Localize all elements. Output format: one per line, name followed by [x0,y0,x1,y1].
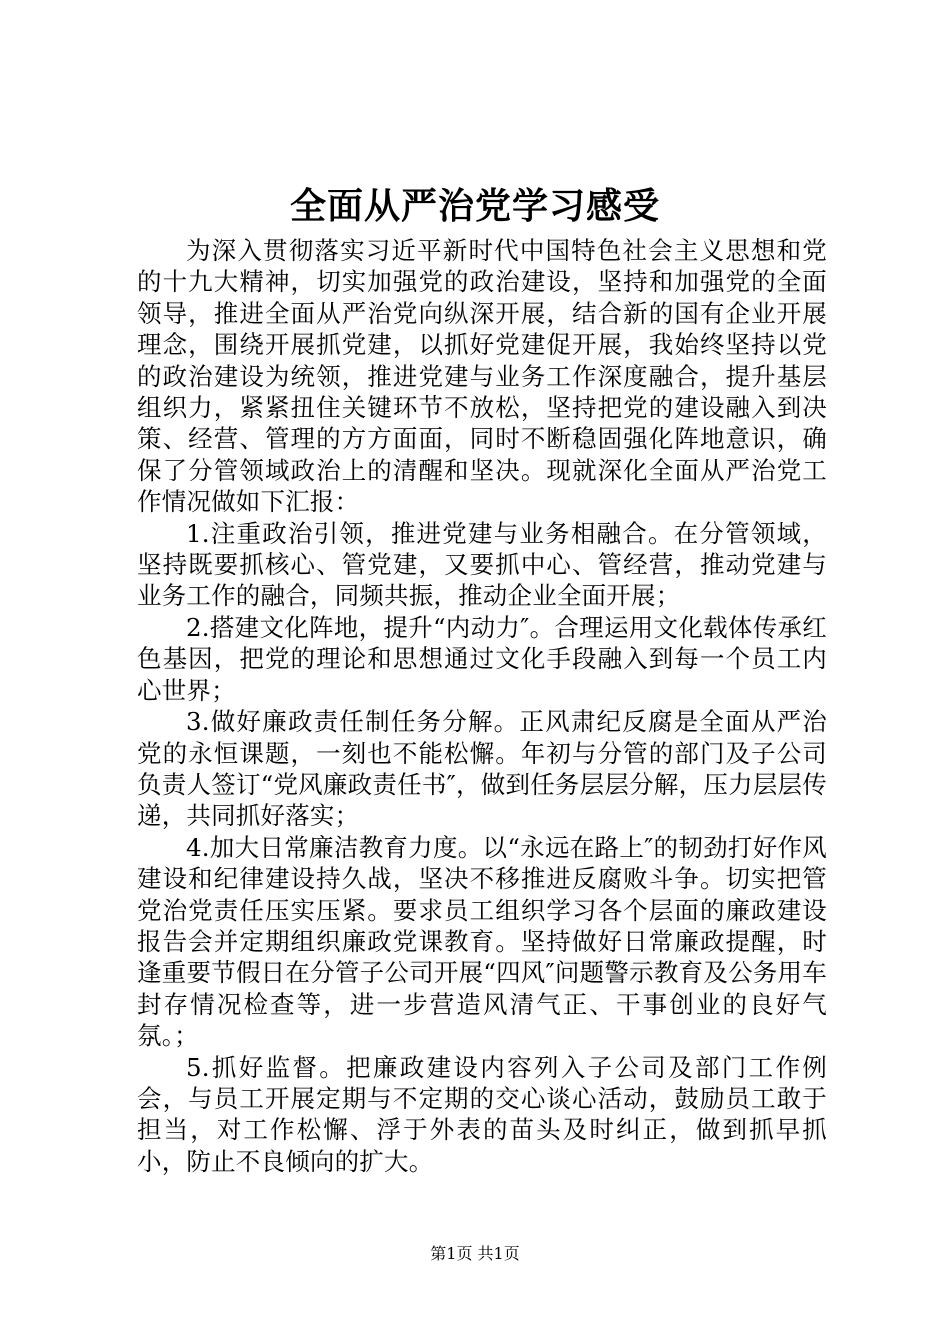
document-body [137,235,827,1177]
intro-paragraph: 为深入贯彻落实习近平新时代中国特色社会主义思想和党的十九大精神，切实加强党的政治建设，坚持和加强党的全面领导，推进全面从严治党向纵深开展，结合新的国有企业开展理念，围绕开展抓党建，以抓好党建促开展，我始终坚持以党的政治建设为统领，推进党建与业务工作深度融合，提升基层组织力，紧紧扭住关键环节不放松，坚持把党的建设融入到决策、经营、管理的方方面面，同时不断稳固强化阵地意识，确保了分管领域政治上的清醒和坚决。现就深化全面从严治党工作情况做如下汇报： [137,236,827,517]
item-paragraph-4: 4.加大日常廉洁教育力度。以“永远在路上″的韧劲打好作风建设和纪律建设持久战，坚决不移推进反腐败斗争。切实把管党治党责任压实压紧。要求员工组织学习各个层面的廉政建设报告会并定期组织廉政党课教育。坚持做好日常廉政提醒，时逢重要节假日在分管子公司开展“四风″问题警示教育及公务用车封存情况检查等，进一步营造风清气正、干事创业的良好气氛。； [137,832,827,1051]
page-footer: 第1页 共1页 [430,1244,520,1263]
item-paragraph-3: 3.做好廉政责任制任务分解。正风肃纪反腐是全面从严治党的永恒课题，一刻也不能松懈。年初与分管的部门及子公司负责人签订“党风廉政责任书″，做到任务层层分解，压力层层传递，共同抓好落实； [137,707,827,831]
document-title: 全面从严治党学习感受 [289,186,660,227]
item-paragraph-2: 2.搭建文化阵地，提升“内动力″。合理运用文化载体传承红色基因，把党的理论和思想通过文化手段融入到每一个员工内心世界； [137,612,827,705]
item-paragraph-1: 1.注重政治引领，推进党建与业务相融合。在分管领域，坚持既要抓核心、管党建，又要抓中心、管经营，推动党建与业务工作的融合，同频共振，推动企业全面开展； [137,518,827,611]
item-paragraph-5: 5.抓好监督。把廉政建设内容列入子公司及部门工作例会，与员工开展定期与不定期的交心谈心活动，鼓励员工敢于担当，对工作松懈、浮于外表的苗头及时纠正，做到抓早抓小，防止不良倾向的扩大。 [137,1052,827,1176]
